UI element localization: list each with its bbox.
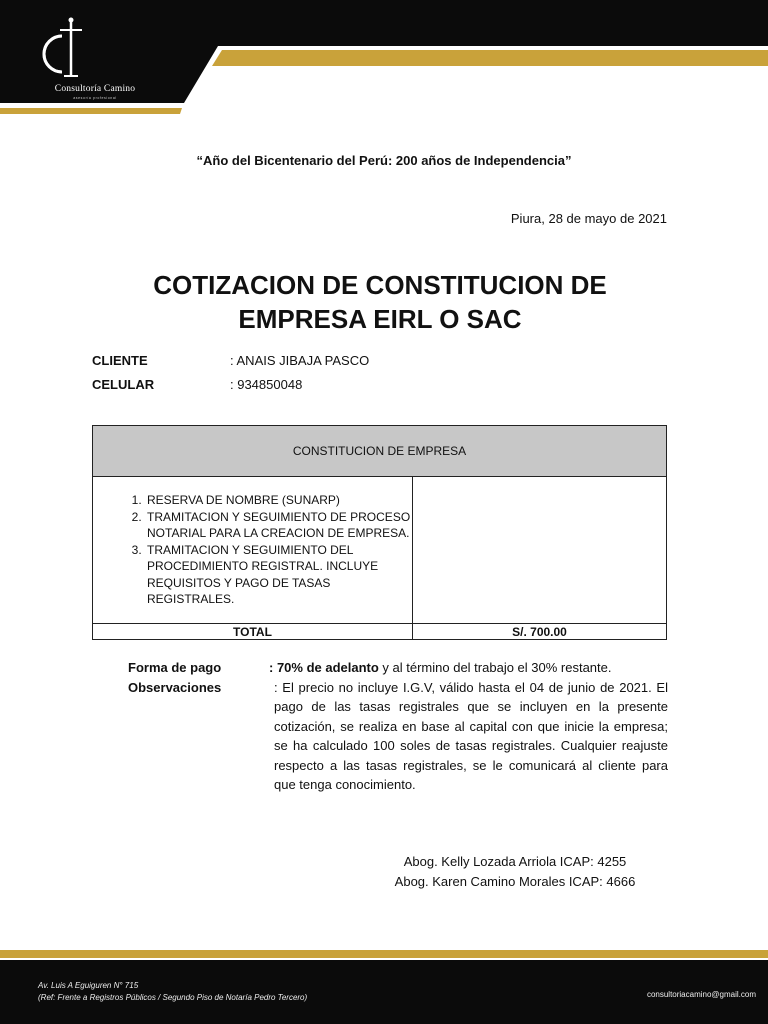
document-title [92, 268, 668, 336]
footer-address [38, 980, 307, 1004]
address-line-2: (Ref: Frente a Registros Públicos / Segundo Piso de Notaría Pedro Tercero) [38, 993, 308, 1002]
observations-text: : El precio no incluye I.G.V, válido hasta el 04 de junio de 2021. El pago de las tasas registrales que se incluyen en la presente cotización, se realiza en base al capital con que inicie la empresa; se ha calculado 100 soles de tasas registrales. Cualquier reajuste respecto a las tasas registrales, se le comunicará al cliente para que tenga conocimiento. [274, 679, 668, 792]
list-item: 3. TRAMITACION Y SEGUIMIENTO DEL PROCEDIMIENTO REGISTRAL. INCLUYE REQUISITOS Y PAGO DE TASAS REGISTRALES. [145, 542, 412, 608]
total-row [93, 623, 666, 640]
footer-email[interactable]: consultoriacamino@gmail.com [646, 990, 756, 999]
year-motto: “Año del Bicentenario del Perú: 200 años de Independencia” [196, 153, 572, 168]
total-label: TOTAL [93, 624, 413, 640]
company-logo [40, 14, 150, 104]
logo-tagline: asesoría profesional [73, 96, 117, 100]
phone-label: CELULAR [92, 377, 155, 392]
scales-of-justice-logo-icon [40, 14, 102, 84]
title-line-2: EMPRESA EIRL O SAC [238, 304, 522, 334]
client-row [92, 353, 668, 377]
payment-advance: : 70% de adelanto [269, 660, 379, 675]
phone-value: : 934850048 [230, 377, 303, 392]
table-header: CONSTITUCION DE EMPRESA [93, 426, 666, 477]
signature-line-1: Abog. Kelly Lozada Arriola ICAP: 4255 [403, 854, 627, 869]
observations-label: Observaciones [128, 679, 222, 695]
signature-line-2: Abog. Karen Camino Morales ICAP: 4666 [394, 874, 636, 889]
address-line-1: Av. Luis A Eguiguren N° 715 [38, 981, 139, 990]
total-value: S/. 700.00 [512, 625, 567, 639]
document-date: Piura, 28 de mayo de 2021 [510, 211, 667, 226]
price-cell-empty [413, 476, 666, 623]
services-cell [93, 476, 413, 623]
letterhead-header [0, 0, 768, 118]
client-info [92, 353, 668, 401]
title-line-1: COTIZACION DE CONSTITUCION DE [153, 270, 607, 300]
payment-row [128, 658, 668, 678]
logo-company-name: Consultoría Camino [54, 84, 136, 94]
phone-row [92, 377, 668, 401]
list-item: 2. TRAMITACION Y SEGUIMIENTO DE PROCESO NOTARIAL PARA LA CREACION DE EMPRESA. [145, 509, 412, 542]
quotation-table [92, 425, 667, 640]
client-value: : ANAIS JIBAJA PASCO [230, 353, 370, 368]
payment-label: Forma de pago [128, 660, 222, 675]
client-label: CLIENTE [92, 353, 148, 368]
signatures [385, 852, 645, 892]
list-item: 1. RESERVA DE NOMBRE (SUNARP) [145, 492, 412, 509]
observations-row [128, 678, 668, 795]
payment-remainder: y al término del trabajo el 30% restante. [378, 660, 612, 675]
payment-terms [128, 658, 668, 795]
services-list [93, 492, 412, 608]
